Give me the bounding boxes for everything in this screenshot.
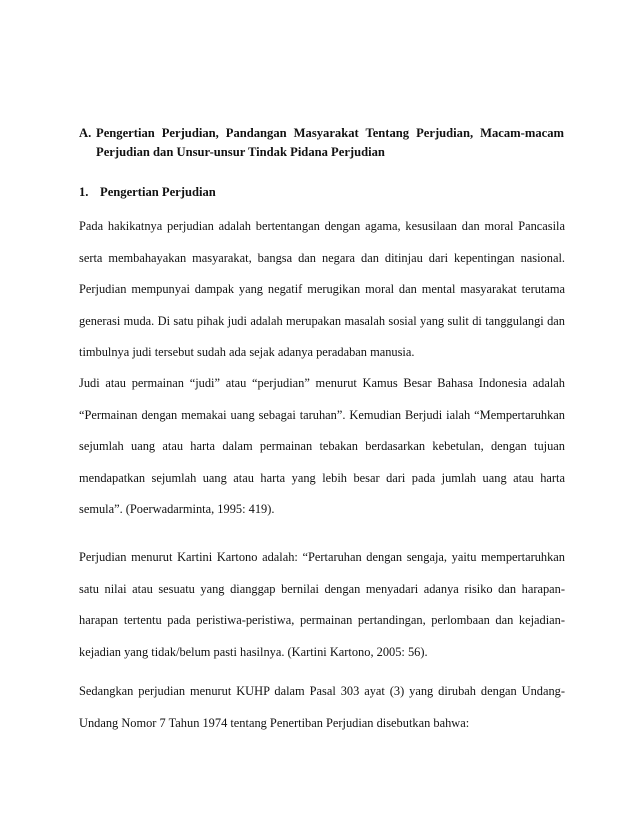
paragraph-line: Undang Nomor 7 Tahun 1974 tentang Penertiban Perjudian disebutkan bahwa: xyxy=(79,715,470,730)
section-1-title: Pengertian Perjudian xyxy=(100,185,216,199)
section-a-title-line-2: Perjudian dan Unsur-unsur Tindak Pidana Perjudian xyxy=(96,145,385,159)
paragraph-line: sejumlah uang atau harta dalam permainan tebakan berdasarkan kebetulan, dengan tujuan xyxy=(79,439,565,453)
paragraph-line: Pada hakikatnya perjudian adalah bertentangan dengan agama, kesusilaan dan moral Pancasila xyxy=(79,219,565,233)
paragraph-line: kejadian yang tidak/belum pasti hasilnya. (Kartini Kartono, 2005: 56). xyxy=(79,644,428,659)
paragraph-line: generasi muda. Di satu pihak judi adalah merupakan masalah sosial yang sulit di tanggulangi dan xyxy=(79,313,565,328)
section-a-title-line-1: Pengertian Perjudian, Pandangan Masyarakat Tentang Perjudian, Macam-macam xyxy=(96,126,564,140)
section-a-title xyxy=(79,124,564,162)
paragraph-line: Sedangkan perjudian menurut KUHP dalam Pasal 303 ayat (3) yang dirubah dengan Undang- xyxy=(79,684,565,698)
section-a-letter: A. xyxy=(79,126,92,140)
paragraph-line: semula”. (Poerwadarminta, 1995: 419). xyxy=(79,502,275,516)
paragraph-line: Perjudian menurut Kartini Kartono adalah: “Pertaruhan dengan sengaja, yaitu mempertaruhkan xyxy=(79,550,565,564)
paragraph-line: Perjudian mempunyai dampak yang negatif merugikan moral dan mental masyarakat terutama xyxy=(79,282,565,296)
paragraph-line: timbulnya judi tersebut sudah ada sejak adanya peradaban manusia. xyxy=(79,345,415,359)
paragraph-line: “Permainan dengan memakai uang sebagai taruhan”. Kemudian Berjudi ialah “Mempertaruhkan xyxy=(79,407,565,422)
paragraph-4 xyxy=(79,682,565,745)
paragraph-1 xyxy=(79,217,565,375)
paragraph-line: satu nilai atau sesuatu yang dianggap bernilai dengan menyadari adanya risiko dan harapan- xyxy=(79,581,565,596)
paragraph-line: serta membahayakan masyarakat, bangsa dan negara dan ditinjau dari kepentingan nasional. xyxy=(79,250,565,265)
paragraph-line: harapan tertentu pada peristiwa-peristiwa, permainan pertandingan, perlombaan dan kejadian- xyxy=(79,613,565,627)
paragraph-2 xyxy=(79,374,565,532)
paragraph-3 xyxy=(79,548,565,674)
section-1-number: 1. xyxy=(79,185,89,199)
paragraph-line: Judi atau permainan “judi” atau “perjudian” menurut Kamus Besar Bahasa Indonesia adalah xyxy=(79,376,565,390)
section-1-heading xyxy=(79,183,216,202)
paragraph-line: mendapatkan sejumlah uang atau harta yang lebih besar dari pada jumlah uang atau harta xyxy=(79,470,565,485)
section-a-heading xyxy=(79,124,564,162)
